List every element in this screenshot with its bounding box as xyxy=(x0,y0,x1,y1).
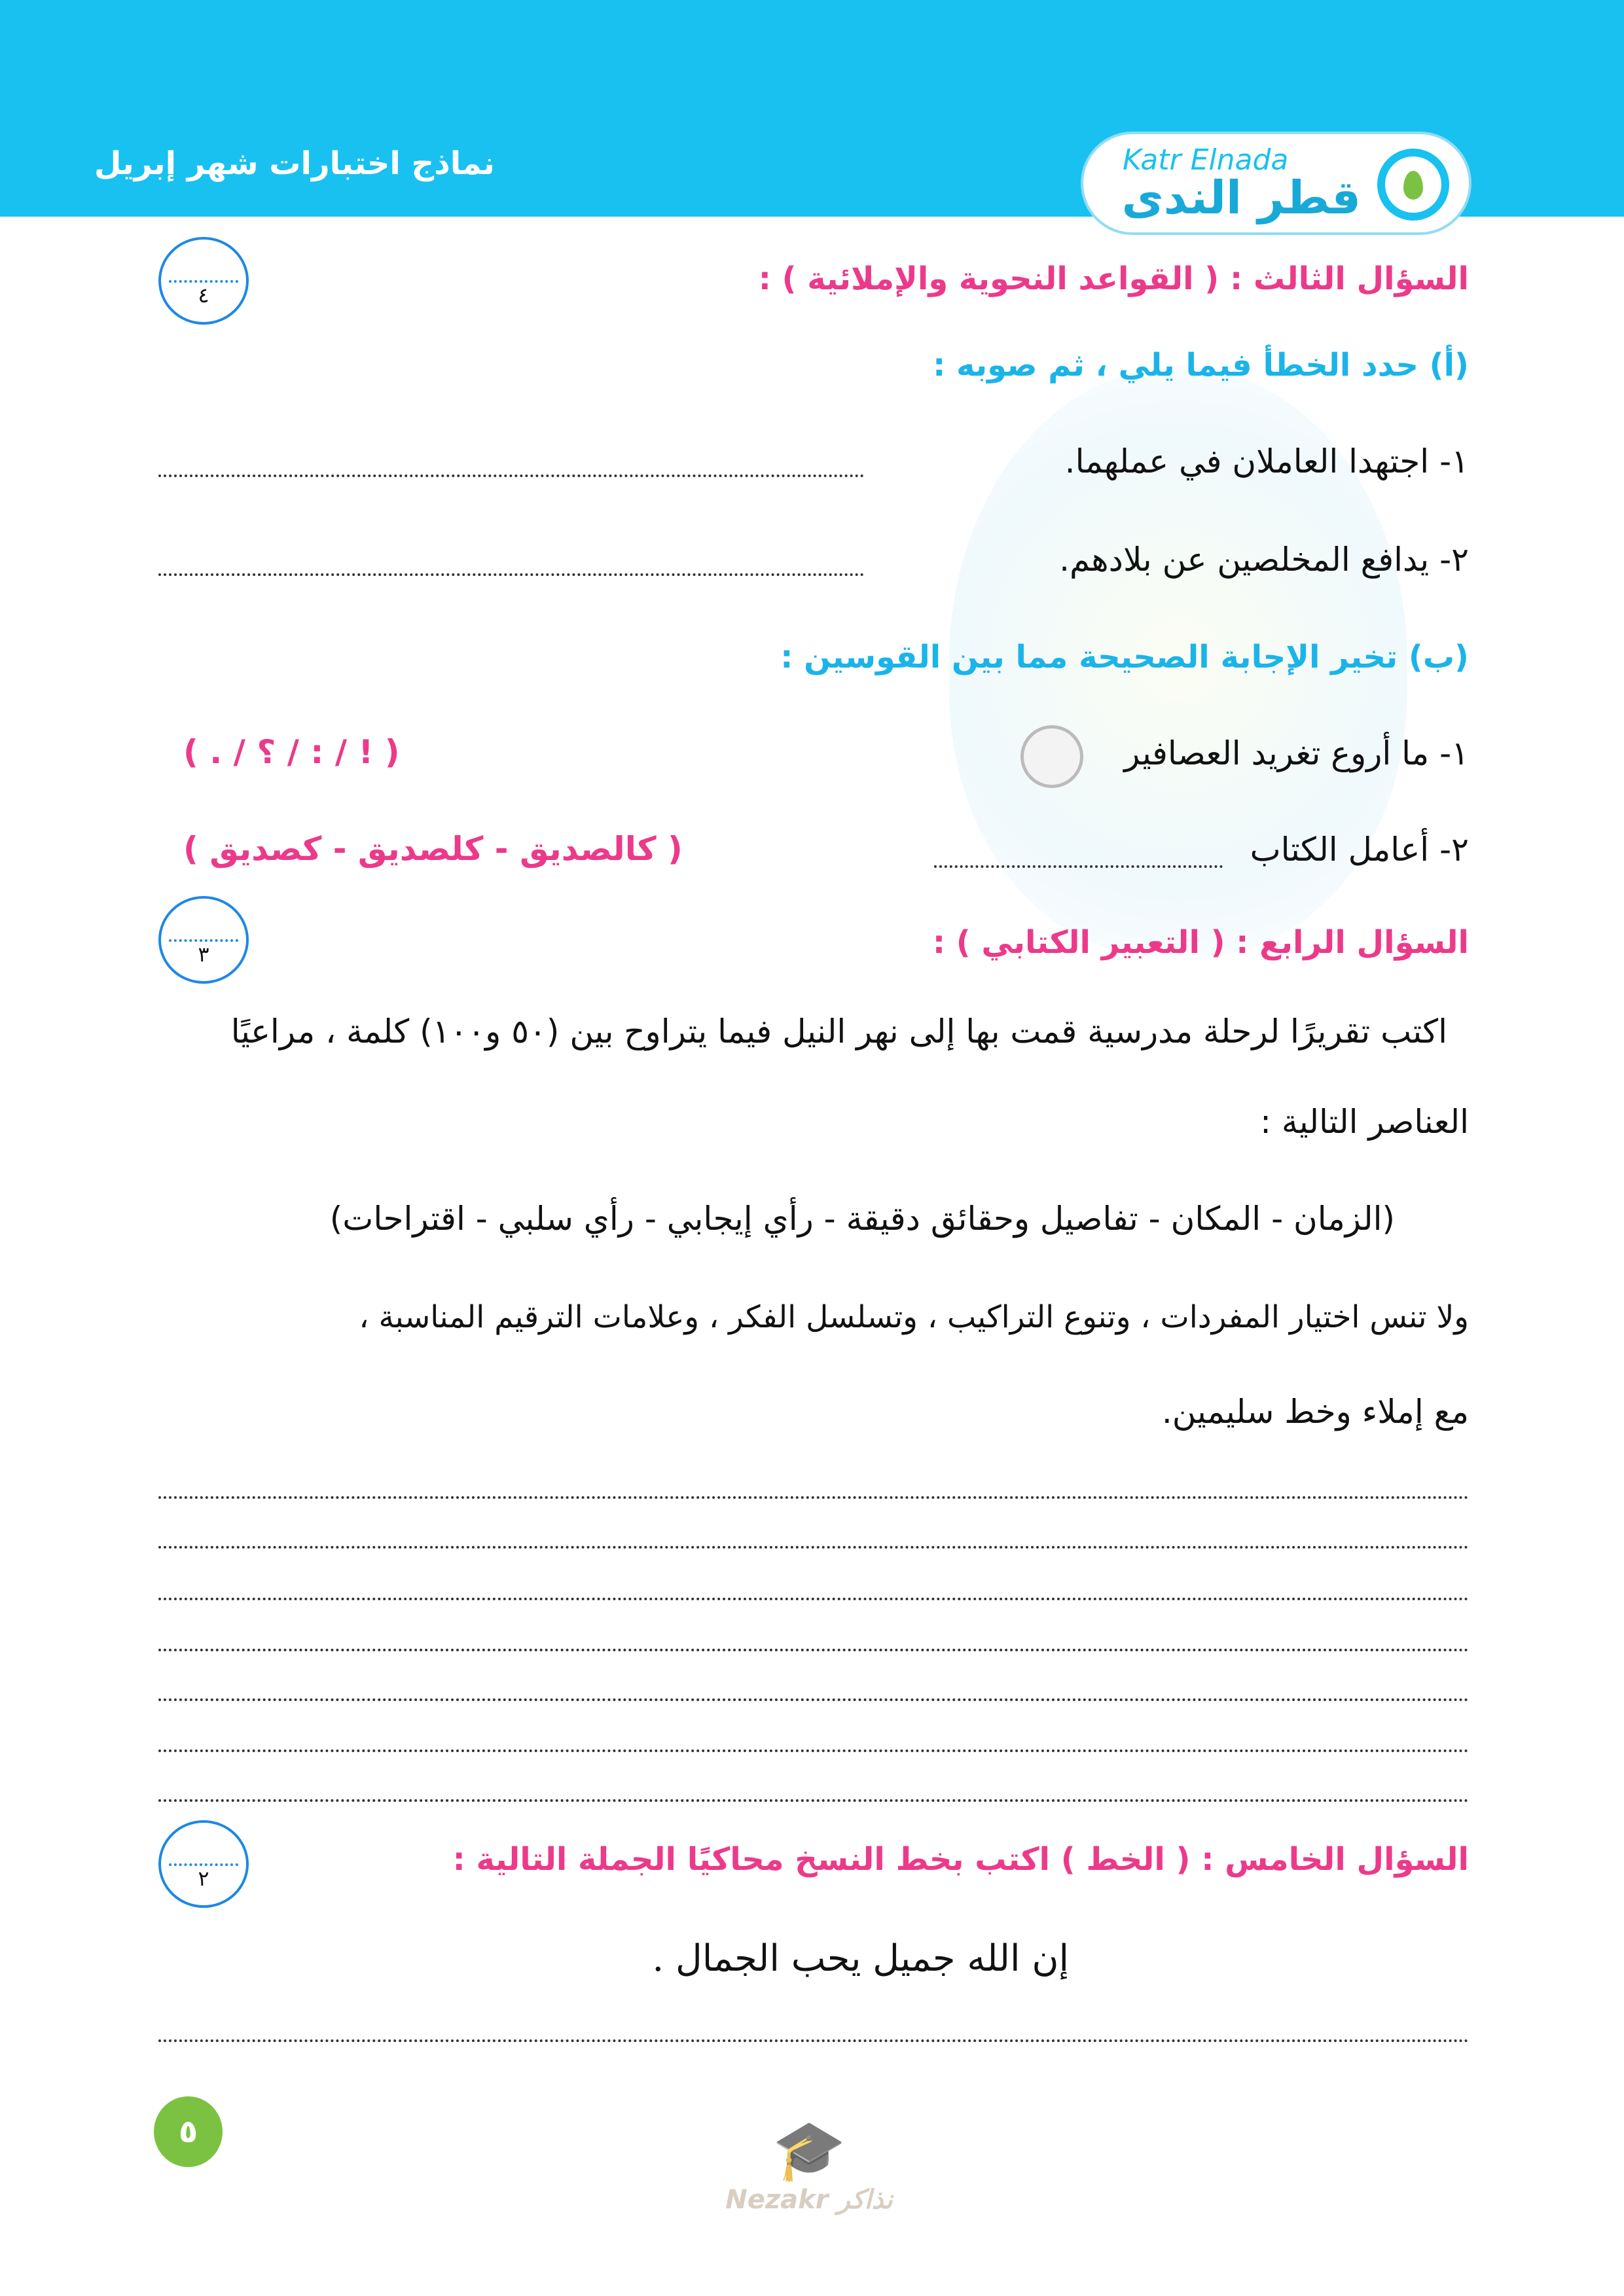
q3b-options-2: ( كالصديق - كلصديق - كصديق ) xyxy=(183,830,683,868)
logo-arabic: قطر الندى xyxy=(1121,171,1361,224)
logo-english: Katr Elnada xyxy=(1123,143,1289,177)
q4-line-1: اكتب تقريرًا لرحلة مدرسية قمت بها إلى نهر النيل فيما يتراوح بين (٥٠ و١٠٠) كلمة ، مراعيًا xyxy=(230,1013,1447,1050)
writing-line[interactable] xyxy=(158,2039,1469,2042)
q4-line-5: مع إملاء وخط سليمين. xyxy=(1161,1393,1469,1431)
q4-score: ٣ xyxy=(198,942,209,967)
graduation-cap-icon: 🎓 xyxy=(772,2116,846,2185)
writing-line[interactable] xyxy=(158,1546,1469,1549)
q3b-item-1: ١- ما أروع تغريد العصافير xyxy=(1124,734,1469,772)
q4-line-4: ولا تنس اختيار المفردات ، وتنوع التراكيب ، وتسلسل الفكر ، وعلامات الترقيم المناسبة ، xyxy=(359,1299,1469,1335)
q5-title: السؤال الخامس : ( الخط ) اكتب بخط النسخ محاكيًا الجملة التالية : xyxy=(452,1841,1469,1878)
q4-line-3: (الزمان - المكان - تفاصيل وحقائق دقيقة - رأي إيجابي - رأي سلبي - اقتراحات) xyxy=(329,1200,1395,1238)
footer-logo-text: Nezakr نذاكر xyxy=(725,2185,893,2215)
drop-icon xyxy=(1377,149,1449,221)
q3-score-circle xyxy=(158,237,249,325)
header-title: نماذج اختبارات شهر إبريل xyxy=(94,145,495,182)
q3b-title: (ب) تخير الإجابة الصحيحة مما بين القوسين : xyxy=(780,639,1469,675)
q4-line-2: العناصر التالية : xyxy=(1260,1103,1469,1141)
writing-line[interactable] xyxy=(158,1496,1469,1499)
answer-circle[interactable] xyxy=(1020,725,1083,788)
writing-line[interactable] xyxy=(158,1698,1469,1701)
brand-logo xyxy=(1081,132,1471,235)
footer-logo xyxy=(725,2116,893,2240)
q3b-item-2: ٢- أعامل الكتاب xyxy=(1250,831,1469,869)
q3b-options-1: ( . / ؟ / : / ! ) xyxy=(183,733,400,771)
writing-line[interactable] xyxy=(158,1598,1469,1600)
answer-line[interactable] xyxy=(158,573,864,576)
answer-line[interactable] xyxy=(158,475,864,477)
answer-line[interactable] xyxy=(934,865,1223,868)
q5-score: ٢ xyxy=(198,1866,209,1891)
q4-title: السؤال الرابع : ( التعبير الكتابي ) : xyxy=(932,924,1469,961)
q3a-title: (أ) حدد الخطأ فيما يلي ، ثم صوبه : xyxy=(933,347,1469,384)
q3-title: السؤال الثالث : ( القواعد النحوية والإملائية ) : xyxy=(758,260,1469,297)
q4-score-circle xyxy=(158,896,249,984)
writing-line[interactable] xyxy=(158,1749,1469,1752)
page-number: ٥ xyxy=(154,2096,223,2167)
q3a-item-1: ١- اجتهدا العاملان في عملهما. xyxy=(1064,442,1469,480)
q3a-item-2: ٢- يدافع المخلصين عن بلادهم. xyxy=(1059,541,1469,579)
writing-line[interactable] xyxy=(158,1649,1469,1651)
q5-sentence: إن الله جميل يحب الجمال . xyxy=(652,1937,1069,1980)
q3-score: ٤ xyxy=(198,283,209,308)
writing-line[interactable] xyxy=(158,1799,1469,1802)
q5-score-circle xyxy=(158,1820,249,1908)
